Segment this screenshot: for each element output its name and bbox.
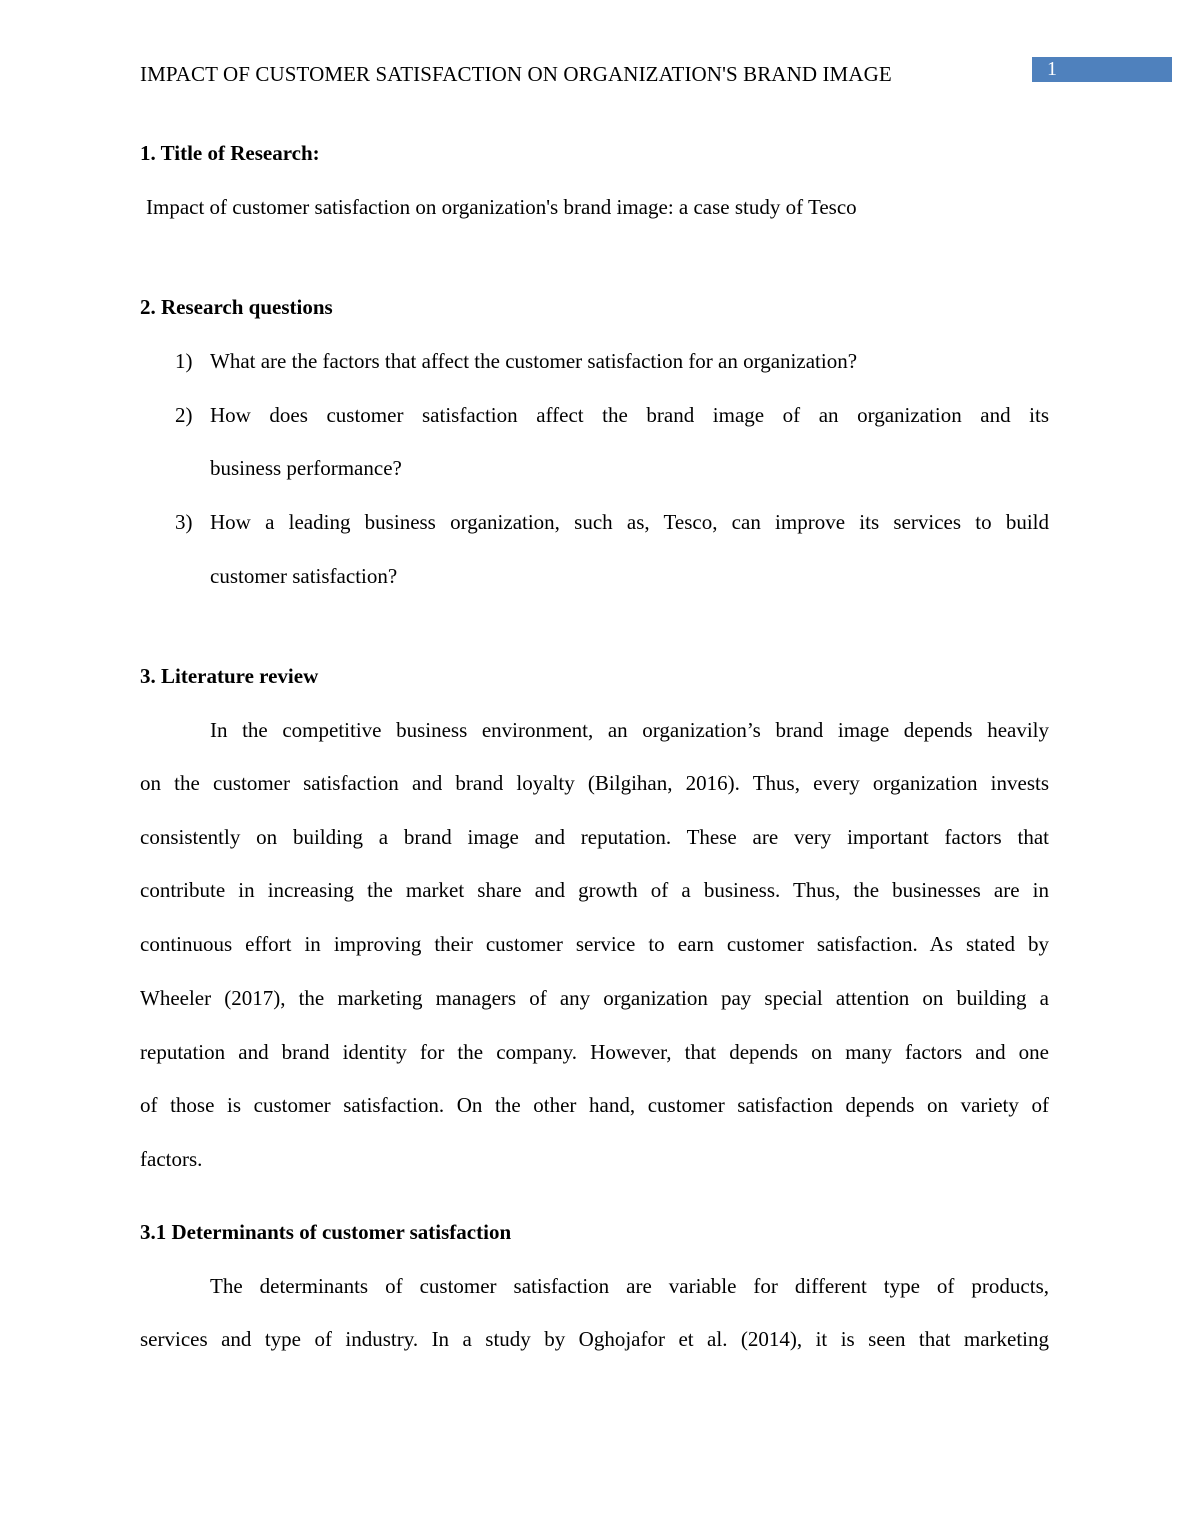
question-3-line-2: customer satisfaction? — [210, 564, 398, 588]
literature-line-6: Wheeler (2017), the marketing managers of any organization pay special attention on building a — [140, 986, 1049, 1010]
research-title-text: Impact of customer satisfaction on organization's brand image: a case study of Tesco — [146, 195, 857, 219]
question-2-number: 2) — [175, 403, 193, 427]
section-3-1-heading: 3.1 Determinants of customer satisfaction — [140, 1220, 512, 1244]
question-3-line-1: How a leading business organization, such as, Tesco, can improve its services to build — [210, 510, 1049, 534]
literature-line-2: on the customer satisfaction and brand loyalty (Bilgihan, 2016). Thus, every organization invests — [140, 771, 1049, 795]
section-3-heading: 3. Literature review — [140, 664, 319, 688]
page-number: 1 — [1047, 58, 1057, 80]
literature-line-8: of those is customer satisfaction. On the other hand, customer satisfaction depends on variety of — [140, 1093, 1049, 1117]
question-1-line-1: What are the factors that affect the customer satisfaction for an organization? — [210, 349, 858, 373]
determinants-line-1: The determinants of customer satisfaction are variable for different type of products, — [210, 1274, 1049, 1298]
section-2-heading: 2. Research questions — [140, 295, 333, 319]
question-3-number: 3) — [175, 510, 193, 534]
literature-line-9: factors. — [140, 1147, 203, 1171]
question-2-line-1: How does customer satisfaction affect the brand image of an organization and its — [210, 403, 1049, 427]
question-2-line-2: business performance? — [210, 456, 402, 480]
literature-line-5: continuous effort in improving their customer service to earn customer satisfaction. As stated by — [140, 932, 1049, 956]
question-1-number: 1) — [175, 349, 193, 373]
running-header: IMPACT OF CUSTOMER SATISFACTION ON ORGANIZATION'S BRAND IMAGE — [140, 62, 892, 86]
literature-line-7: reputation and brand identity for the company. However, that depends on many factors and one — [140, 1040, 1049, 1064]
section-1-heading: 1. Title of Research: — [140, 141, 320, 165]
literature-line-1: In the competitive business environment, an organization’s brand image depends heavily — [210, 718, 1049, 742]
literature-line-4: contribute in increasing the market share and growth of a business. Thus, the businesses are in — [140, 878, 1049, 902]
literature-line-3: consistently on building a brand image and reputation. These are very important factors that — [140, 825, 1049, 849]
page-number-badge — [1032, 57, 1172, 82]
determinants-line-2: services and type of industry. In a study by Oghojafor et al. (2014), it is seen that marketing — [140, 1327, 1049, 1351]
